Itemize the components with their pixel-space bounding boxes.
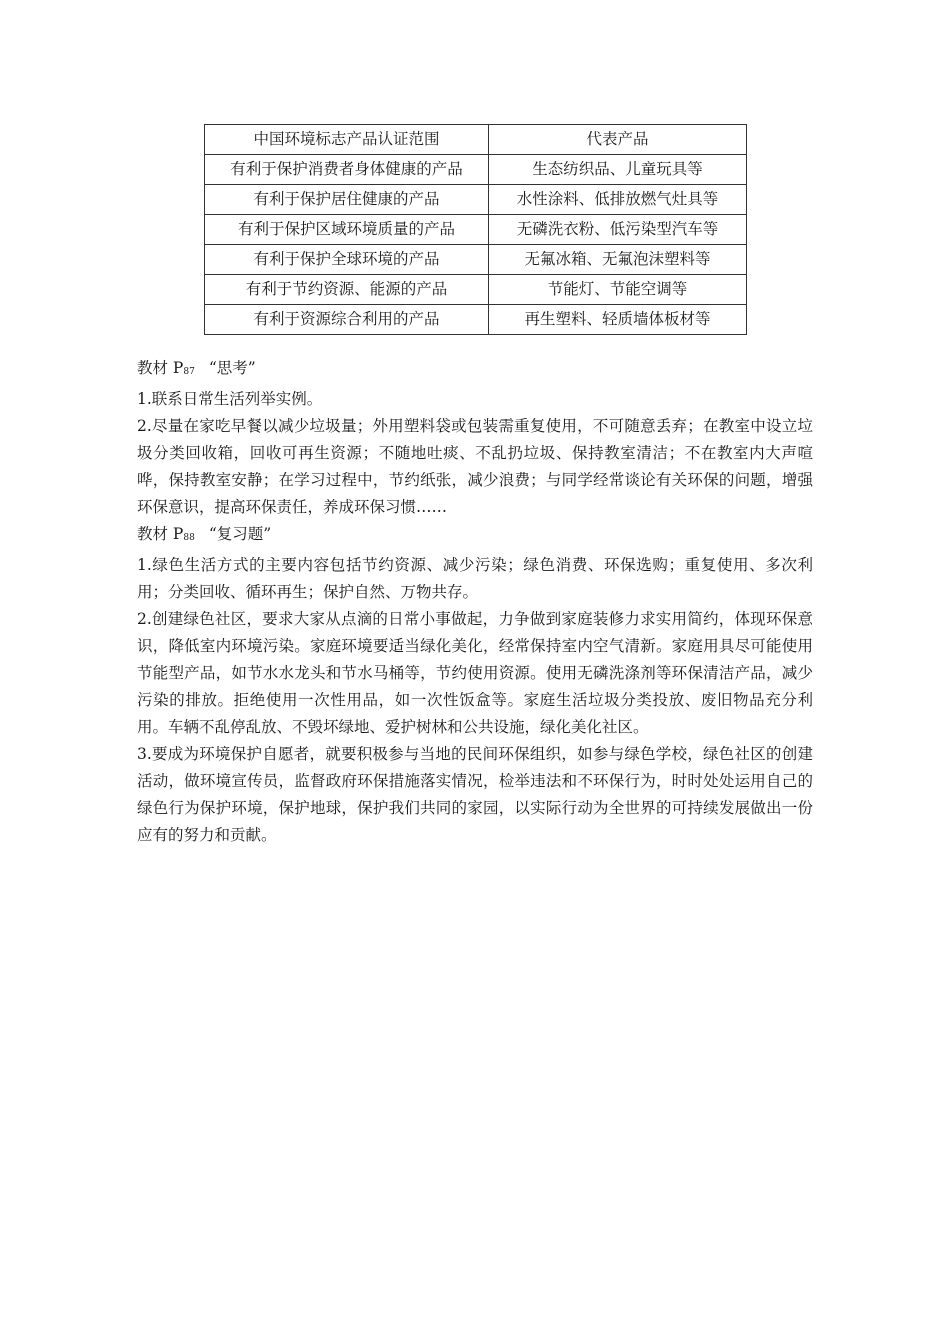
- table-cell: 有利于保护消费者身体健康的产品: [205, 155, 489, 185]
- paragraph: 3.要成为环境保护自愿者，就要积极参与当地的民间环保组织，如参与绿色学校，绿色社区的创建活动，做环境宣传员，监督政府环保措施落实情况，检举违法和不环保行为，时时处处运用自己的绿色行为保护环境，保护地球，保护我们共同的家园，以实际行动为全世界的可持续发展做出一份应有的努力和贡献。: [137, 745, 813, 844]
- certification-table: [204, 124, 747, 335]
- table-header-cell: 代表产品: [489, 125, 747, 155]
- table-row: [205, 155, 747, 185]
- table-row: [205, 245, 747, 275]
- table-row: [205, 185, 747, 215]
- table-cell: 有利于保护居住健康的产品: [205, 185, 489, 215]
- table-cell: 有利于节约资源、能源的产品: [205, 275, 489, 305]
- paragraph: 1.联系日常生活列举实例。: [137, 390, 323, 408]
- table-cell: 水性涂料、低排放燃气灶具等: [489, 185, 747, 215]
- table-row: [205, 275, 747, 305]
- section-heading-review: [137, 521, 813, 552]
- section-heading-think: [137, 355, 813, 386]
- table-cell: 再生塑料、轻质墙体板材等: [489, 305, 747, 335]
- table-cell: 生态纺织品、儿童玩具等: [489, 155, 747, 185]
- heading-quote: “思考”: [208, 359, 256, 377]
- table-cell: 有利于保护全球环境的产品: [205, 245, 489, 275]
- page-number: 88: [183, 533, 195, 543]
- table-cell: 无氟冰箱、无氟泡沫塑料等: [489, 245, 747, 275]
- heading-prefix: 教材 P: [137, 359, 184, 377]
- page-number: 87: [183, 367, 195, 377]
- paragraph: 2.创建绿色社区，要求大家从点滴的日常小事做起，力争做到家庭装修力求实用简约，体现环保意识，降低室内环境污染。家庭环境要适当绿化美化，经常保持室内空气清新。家庭用具尽可能使用节能型产品，如节水水龙头和节水马桶等，节约使用资源。使用无磷洗涤剂等环保清洁产品，减少污染的排放。拒绝使用一次性用品，如一次性饭盒等。家庭生活垃圾分类投放、废旧物品充分利用。车辆不乱停乱放、不毁坏绿地、爱护树林和公共设施，绿化美化社区。: [137, 610, 813, 736]
- paragraph: 2.尽量在家吃早餐以减少垃圾量；外用塑料袋或包装需重复使用，不可随意丢弃；在教室中设立垃圾分类回收箱，回收可再生资源；不随地吐痰、不乱扔垃圾、保持教室清洁；不在教室内大声喧哗，保持教室安静；在学习过程中，节约纸张，减少浪费；与同学经常谈论有关环保的问题，增强环保意识，提高环保责任，养成环保习惯……: [137, 417, 813, 516]
- table-header-cell: 中国环境标志产品认证范围: [205, 125, 489, 155]
- table-row: [205, 305, 747, 335]
- paragraph: 1.绿色生活方式的主要内容包括节约资源、减少污染；绿色消费、环保选购；重复使用、多次利用；分类回收、循环再生；保护自然、万物共存。: [137, 556, 813, 601]
- table-row: [205, 215, 747, 245]
- table-cell: 无磷洗衣粉、低污染型汽车等: [489, 215, 747, 245]
- table-cell: 有利于保护区域环境质量的产品: [205, 215, 489, 245]
- heading-prefix: 教材 P: [137, 525, 184, 543]
- table-header-row: [205, 125, 747, 155]
- heading-quote: “复习题”: [208, 525, 272, 543]
- table-cell: 节能灯、节能空调等: [489, 275, 747, 305]
- body-text: [137, 355, 813, 849]
- table-cell: 有利于资源综合利用的产品: [205, 305, 489, 335]
